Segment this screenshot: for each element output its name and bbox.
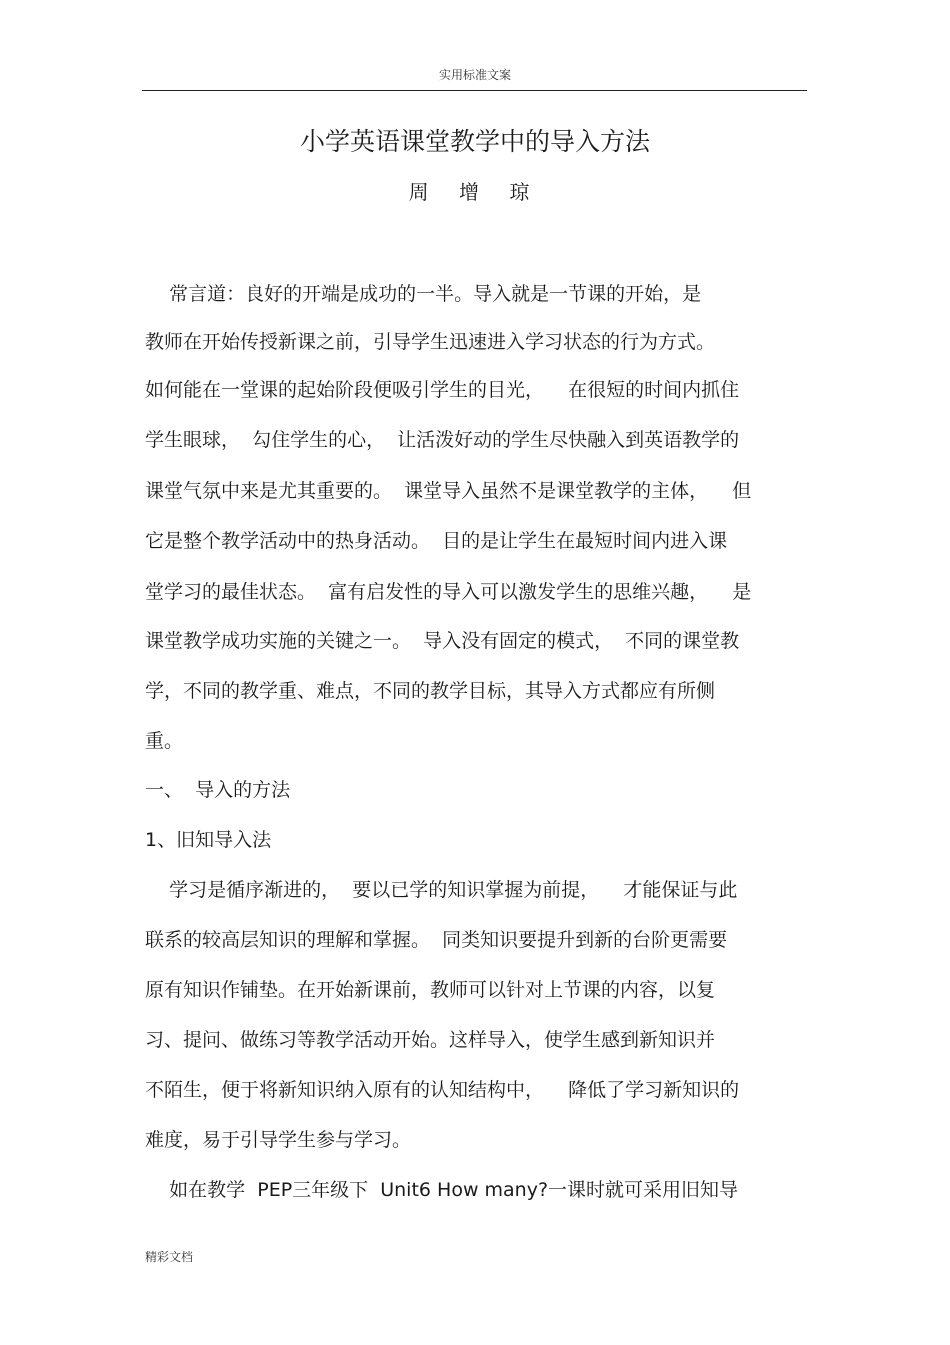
page-footer: 精彩文档: [145, 1250, 194, 1264]
header-divider: [142, 90, 807, 91]
body-line: 难度，易于引导学生参与学习。: [145, 1129, 412, 1151]
body-line: 课堂气氛中来是尤其重要的。 课堂导入虽然不是课堂教学的主体， 但: [145, 480, 752, 502]
author-name: 周 增 琼: [408, 180, 542, 204]
body-line: 重。: [145, 730, 184, 752]
body-line: 堂学习的最佳状态。 富有启发性的导入可以激发学生的思维兴趣， 是: [145, 581, 752, 603]
section-heading: 一、 导入的方法: [145, 779, 291, 801]
body-line: 如在教学 PEP三年级下 Unit6 How many?一课时就可采用旧知导: [145, 1179, 739, 1201]
body-line: 习、提问、做练习等教学活动开始。这样导入，使学生感到新知识并: [145, 1029, 716, 1051]
page-header: 实用标准文案: [438, 68, 511, 82]
body-line: 教师在开始传授新课之前，引导学生迅速进入学习状态的行为方式。: [145, 331, 716, 353]
document-title: 小学英语课堂教学中的导入方法: [299, 127, 650, 156]
body-line: 联系的较高层知识的理解和掌握。 同类知识要提升到新的台阶更需要: [145, 929, 728, 951]
body-line: 学，不同的教学重、难点，不同的教学目标，其导入方式都应有所侧: [145, 680, 716, 702]
body-line: 学生眼球， 勾住学生的心， 让活泼好动的学生尽快融入到英语教学的: [145, 429, 740, 451]
body-line: 原有知识作铺垫。在开始新课前，教师可以针对上节课的内容，以复: [145, 979, 716, 1001]
body-line: 它是整个教学活动中的热身活动。 目的是让学生在最短时间内进入课: [145, 530, 728, 552]
body-line: 学习是循序渐进的， 要以已学的知识掌握为前提， 才能保证与此: [145, 879, 738, 901]
body-line: 如何能在一堂课的起始阶段便吸引学生的目光， 在很短的时间内抓住: [145, 379, 740, 401]
body-line: 课堂教学成功实施的关键之一。 导入没有固定的模式， 不同的课堂教: [145, 630, 740, 652]
body-line: 常言道：良好的开端是成功的一半。导入就是一节课的开始，是: [145, 283, 702, 305]
subsection-heading: 1、旧知导入法: [145, 829, 272, 851]
body-line: 不陌生，便于将新知识纳入原有的认知结构中， 降低了学习新知识的: [145, 1079, 740, 1101]
